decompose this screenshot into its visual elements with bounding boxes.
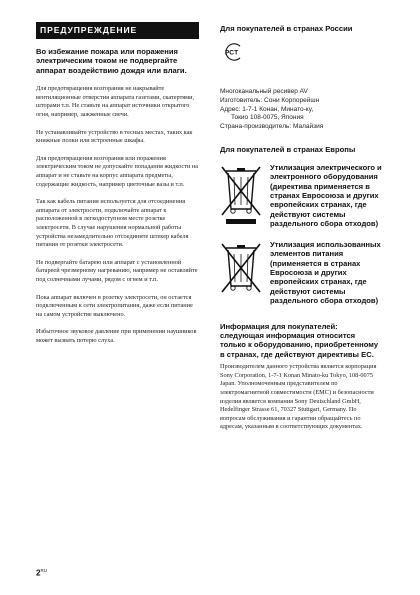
pct-certification-mark bbox=[220, 42, 383, 62]
warning-title: Во избежание пожара или поражения электрическим током не подвергайте аппарат воздействию дождя или влаги. bbox=[36, 47, 187, 75]
eu-info-title: Информация для покупателей: следующая информация относится только к оборудованию, приобретенному в странах, где действуют директивы ЕС. bbox=[220, 321, 379, 359]
warning-paragraph-7: Избыточное звуковое давление при применении наушников может вызвать потерю слуха. bbox=[36, 328, 197, 344]
russia-section-title: Для покупателей в странах России bbox=[220, 24, 353, 33]
europe-section-title: Для покупателей в странах Европы bbox=[220, 145, 356, 155]
manufacturer-info bbox=[220, 88, 383, 131]
warning-paragraph-1: Для предотвращения возгорания не накрывайте вентиляционные отверстия аппарата газетами, скатертями, шторами т.п. Не ставьте на аппарат источники открытого огня, например, зажженные свечи. bbox=[36, 85, 195, 118]
crossed-bin-icon-wrap-1 bbox=[220, 163, 270, 232]
info-line-address: Адрес: 1-7-1 Конан, Минато-ку, bbox=[220, 105, 314, 113]
info-line-country: Страна-производитель: Малайзия bbox=[220, 122, 324, 130]
info-line-product: Многоканальный ресивер AV bbox=[220, 88, 308, 96]
warning-paragraph-6: Пока аппарат включен в розетку электросети, он остается подключенным к сети электропитания, даже если питание на самом устройстве выключено. bbox=[36, 293, 193, 318]
left-column bbox=[36, 22, 199, 345]
crossed-out-bin-icon bbox=[220, 165, 262, 227]
info-line-city: Токио 108-0075, Япония bbox=[231, 114, 304, 122]
page-number bbox=[36, 568, 47, 578]
page-number-value: 2 bbox=[36, 568, 41, 578]
warning-paragraph-3: Для предотвращения возгорания или поражения электрическим током не допускайте попадания жидкости на аппарат и не ставьте на корпус аппарата предметы, содержащие жидкость, например цветочные вазы и т.п. bbox=[36, 154, 199, 188]
battery-recycling-text: Утилизация использованных элементов питания (применяется в странах Евросоюза и других европейских странах, где действуют системы раздельного сбора отходов) bbox=[270, 239, 381, 306]
language-code: RU bbox=[40, 568, 47, 573]
info-line-manufacturer: Изготовитель: Сони Корпорейшн bbox=[220, 97, 320, 104]
crossed-out-battery-bin-icon bbox=[220, 242, 262, 298]
weee-recycling-text: Утилизация электрического и электронного оборудования (директива применяется в странах Евросоюза и других европейских странах, где действуют системы раздельного сбора отходов) bbox=[270, 162, 382, 229]
weee-recycling-block bbox=[220, 163, 383, 232]
warning-paragraph-4: Так как кабель питания используется для отсоединения аппарата от электросети, подключайте аппарат к расположенной в легкодоступном месте розетке электросети. В случае нарушения нормальной работы устройства незамедлительно отсоедините штекер кабеля питания от розетки электросети. bbox=[36, 198, 189, 249]
crossed-bin-icon-wrap-2 bbox=[220, 240, 270, 303]
warning-paragraph-2: Не устанавливайте устройство в тесных местах, таких как книжные полки или встроенные шкафы. bbox=[36, 128, 193, 145]
pct-mark-icon bbox=[220, 42, 246, 62]
battery-recycling-block bbox=[220, 240, 383, 306]
warning-header: ПРЕДУПРЕЖДЕНИЕ bbox=[36, 22, 199, 39]
right-column bbox=[220, 24, 383, 432]
pct-mark-text: PCT bbox=[224, 50, 239, 58]
eu-info-text: Производителем данного устройства является корпорация Sony Corporation, 1-7-1 Konan Minato-ku Tokyo, 108-0075 Japan. Уполномоченным представителем по электромагнитной совместимости (EMC) и безопасности изделия является компания Sony Deutschland GmbH, Hedelfinger Strasse 61, 70327 Stuttgart, Germany. По вопросам обслуживания и гарантии обращайтесь по адресам, указанным в соответствующих документах. bbox=[220, 363, 377, 431]
warning-paragraph-5: Не подвергайте батарею или аппарат с установленной батареей чрезмерному нагреванию, например не оставляйте под солнечными лучами, рядом с огнем и т.п. bbox=[36, 258, 198, 283]
